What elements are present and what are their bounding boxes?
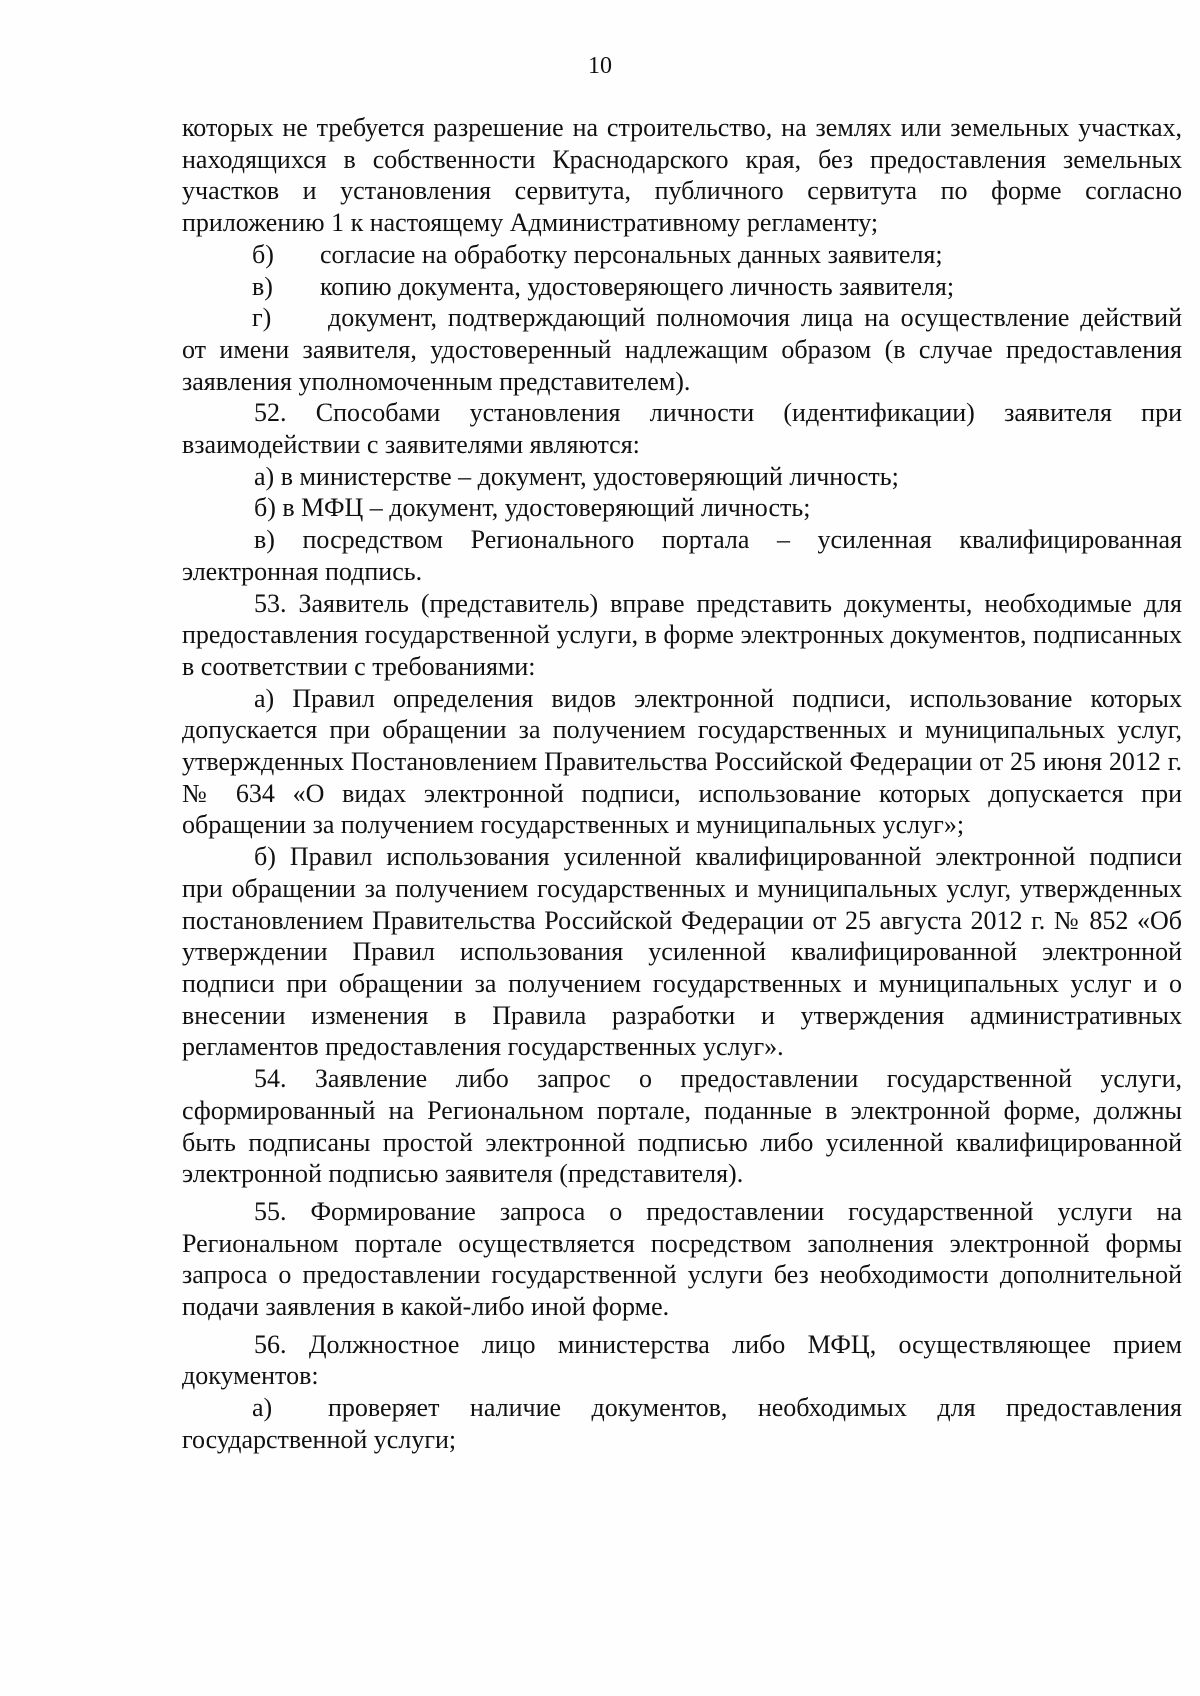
list-item-text: копию документа, удостоверяющего личность заявителя; [320,271,955,301]
list-marker: б) [252,239,274,269]
paragraph-56: 56. Должностное лицо министерства либо МФЦ, осуществляющее прием документов: [182,1329,1182,1391]
list-marker: а) [252,1393,273,1423]
paragraph-52-b: б) в МФЦ – документ, удостоверяющий личность; [254,493,811,523]
paragraph-52-v: в) посредством Регионального портала – усиленная квалифицированная электронная подпись. [182,525,1182,586]
list-item-text: согласие на обработку персональных данных заявителя; [320,239,943,269]
list-item-b [182,239,1182,271]
list-item-text: документ, подтверждающий полномочия лица на осуществление действий от имени заявителя, удостоверенный надлежащим образом (в случае предоставления заявления уполномоченным представителем). [182,303,1182,396]
list-item-g [182,302,1182,397]
list-item-text: проверяет наличие документов, необходимых для предоставления государственной услуги; [182,1393,1182,1454]
paragraph-53-a: а) Правил определения видов электронной подписи, использование которых допускается при обращении за получением государственных и муниципальных услуг, утвержденных Постановлением Правительства Российской Федерации от 25 июня 2012 г. № 634 «О видах электронной подписи, использование которых допускается при обращении за получением государственных и муниципальных услуг»; [182,683,1182,840]
paragraph-continuation: которых не требуется разрешение на строительство, на землях или земельных участках, находящихся в собственности Краснодарского края, без предоставления земельных участков и установления сервитута, публичного сервитута по форме согласно приложению 1 к настоящему Административному регламенту; [182,113,1182,238]
paragraph-54: 54. Заявление либо запрос о предоставлении государственной услуги, сформированный на Региональном портале, поданные в электронной форме, должны быть подписаны простой электронной подписью либо усиленной квалифицированной электронной подписью заявителя (представителя). [182,1064,1182,1189]
list-item-v [182,271,1182,303]
paragraph-52: 52. Способами установления личности (идентификации) заявителя при взаимодействии с заявителями являются: [182,398,1182,460]
list-marker: в) [252,271,273,301]
list-marker: г) [252,303,272,333]
document-body [182,112,1182,1456]
paragraph-52-a: а) в министерстве – документ, удостоверяющий личность; [254,461,899,491]
list-item-56-a [182,1392,1182,1455]
paragraph-53: 53. Заявитель (представитель) вправе представить документы, необходимые для предоставления государственной услуги, в форме электронных документов, подписанных в соответствии с требованиями: [182,588,1182,681]
page-number: 10 [588,53,612,79]
paragraph-55: 55. Формирование запроса о предоставлении государственной услуги на Региональном портале осуществляется посредством заполнения электронной формы запроса о предоставлении государственной услуги без необходимости дополнительной подачи заявления в какой-либо иной форме. [182,1196,1182,1322]
paragraph-53-b: б) Правил использования усиленной квалифицированной электронной подписи при обращении за получением государственных и муниципальных услуг, утвержденных постановлением Правительства Российской Федерации от 25 августа 2012 г. № 852 «Об утверждении Правил использования усиленной квалифицированной электронной подписи при обращении за получением государственных и муниципальных услуг и о внесении изменения в Правила разработки и утверждения административных регламентов предоставления государственных услуг». [182,842,1182,1062]
